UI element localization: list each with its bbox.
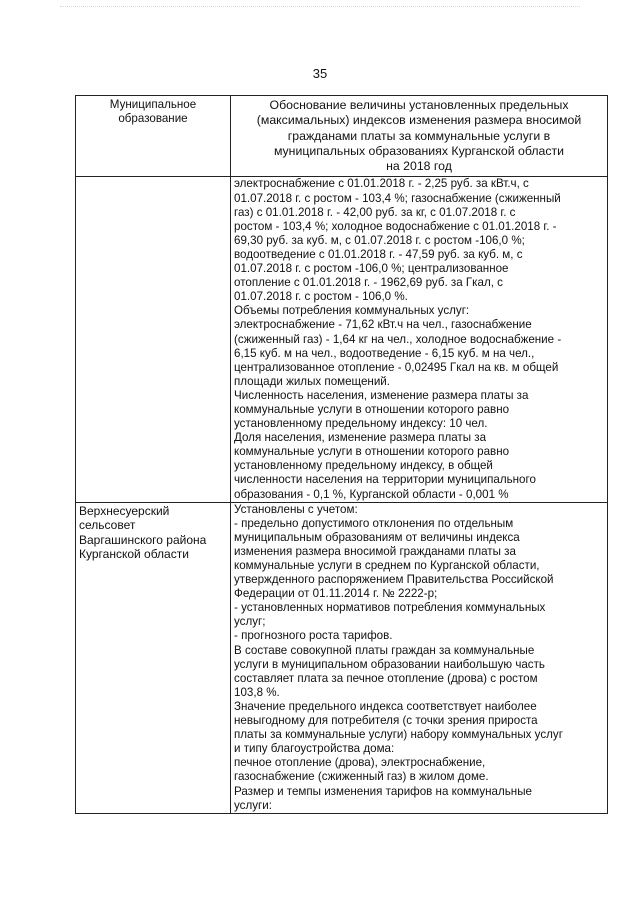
text-line: централизованное отопление - 0,02495 Гкал на кв. м общей — [234, 360, 559, 374]
text-line: образования - 0,1 %, Курганской области - 0,001 % — [234, 487, 509, 501]
justification-cell — [231, 502, 608, 813]
text-line: Федерации от 01.11.2014 г. № 2222-р; — [234, 587, 438, 601]
text-line: 103,8 %. — [234, 685, 280, 699]
text-line: ростом - 103,4 %; холодное водоснабжение с 01.01.2018 г. - — [234, 219, 557, 233]
text-line: (сжиженный газ) - 1,64 кг на чел., холодное водоснабжение - — [234, 332, 562, 346]
justification-table — [75, 95, 608, 814]
text-line: услуги в муниципальном образовании наибольшую часть — [234, 657, 545, 671]
header-line: Обоснование величины установленных предельных — [269, 98, 569, 112]
text-line: газоснабжение (сжиженный газ) в жилом доме. — [234, 770, 489, 784]
text-line: электроснабжение - 71,62 кВт.ч на чел., газоснабжение — [234, 318, 532, 332]
text-line: Численность населения, изменение размера платы за — [234, 388, 529, 402]
text-line: установленному предельному индексу, в общей — [234, 459, 493, 473]
text-line: - прогнозного роста тарифов. — [234, 629, 393, 643]
text-line: Доля населения, изменение размера платы за — [234, 431, 487, 445]
text-line: Значение предельного индекса соответствует наиболее — [234, 699, 537, 713]
page-number: 35 — [312, 66, 328, 81]
scan-artifact-line — [60, 6, 580, 11]
municipality-line: сельсовет — [79, 518, 136, 533]
text-line: 01.07.2018 г. с ростом -106,0 %; централизованное — [234, 262, 509, 276]
header-justification — [231, 96, 608, 177]
text-line: составляет плата за печное отопление (дрова) с ростом — [234, 671, 538, 685]
text-line: 6,15 куб. м на чел., водоотведение - 6,15 куб. м на чел., — [234, 346, 535, 360]
justification-cell — [231, 177, 608, 502]
municipality-cell — [76, 177, 231, 502]
text-line: установленному предельному индексу: 10 чел. — [234, 417, 488, 431]
text-line: муниципальным образованиям от величины индекса — [234, 530, 520, 544]
text-line: Объемы потребления коммунальных услуг: — [234, 304, 470, 318]
text-line: 01.07.2018 г. с ростом - 103,4 %; газоснабжение (сжиженный — [234, 191, 561, 205]
text-line: Установлены с учетом: — [234, 502, 358, 516]
text-line: невыгодному для потребителя (с точки зрения прироста — [234, 714, 538, 728]
header-line: (максимальных) индексов изменения размера вносимой — [256, 113, 582, 128]
text-line: водоотведение с 01.01.2018 г. - 47,59 руб. за куб. м, с — [234, 247, 523, 261]
text-line: коммунальные услуги в отношении которого равно — [234, 402, 510, 416]
text-line: печное отопление (дрова), электроснабжение, — [234, 756, 486, 770]
text-line: отопление с 01.01.2018 г. - 1962,69 руб. за Гкал, с — [234, 276, 503, 290]
municipality-cell — [76, 502, 231, 813]
header-line: муниципальных образованиях Курганской области — [273, 143, 565, 158]
text-line: - установленных нормативов потребления коммунальных — [234, 601, 546, 615]
text-line: услуг; — [234, 615, 266, 629]
text-line: электроснабжение с 01.01.2018 г. - 2,25 руб. за кВт.ч, с — [234, 177, 529, 191]
text-line: утвержденного распоряжением Правительства Российской — [234, 573, 554, 587]
text-line: 01.07.2018 г. с ростом - 106,0 %. — [234, 290, 408, 304]
text-line: численности населения на территории муниципального — [234, 473, 536, 487]
text-line: коммунальные услуги в отношении которого равно — [234, 445, 510, 459]
text-line: площади жилых помещений. — [234, 374, 390, 388]
municipality-line: Курганской области — [79, 547, 189, 562]
header-line: образование — [118, 112, 188, 126]
text-line: и типу благоустройства дома: — [234, 742, 395, 756]
text-line: Размер и темпы изменения тарифов на коммунальные — [234, 784, 532, 798]
table-row — [76, 177, 608, 502]
table-header-row — [76, 96, 608, 177]
header-line: на 2018 год — [386, 159, 452, 174]
header-line: гражданами платы за коммунальные услуги в — [287, 128, 551, 143]
text-line: коммунальные услуги в среднем по Курганской области, — [234, 559, 540, 573]
text-line: услуги: — [234, 798, 272, 812]
text-line: - предельно допустимого отклонения по отдельным — [234, 516, 514, 530]
table-row — [76, 502, 608, 813]
text-line: платы за коммунальные услуги) набору коммунальных услуг — [234, 728, 563, 742]
text-line: В составе совокупной платы граждан за коммунальные — [234, 643, 535, 657]
text-line: 69,30 руб. за куб. м, с 01.07.2018 г. с ростом -106,0 %; — [234, 233, 525, 247]
header-municipality — [76, 96, 231, 177]
text-line: газ) с 01.01.2018 г. - 42,00 руб. за кг, с 01.07.2018 г. с — [234, 205, 516, 219]
municipality-line: Варгашинского района — [79, 532, 207, 547]
municipality-line: Верхнесуерский — [79, 503, 170, 518]
text-line: изменения размера вносимой гражданами платы за — [234, 544, 516, 558]
header-line: Муниципальное — [109, 98, 197, 111]
